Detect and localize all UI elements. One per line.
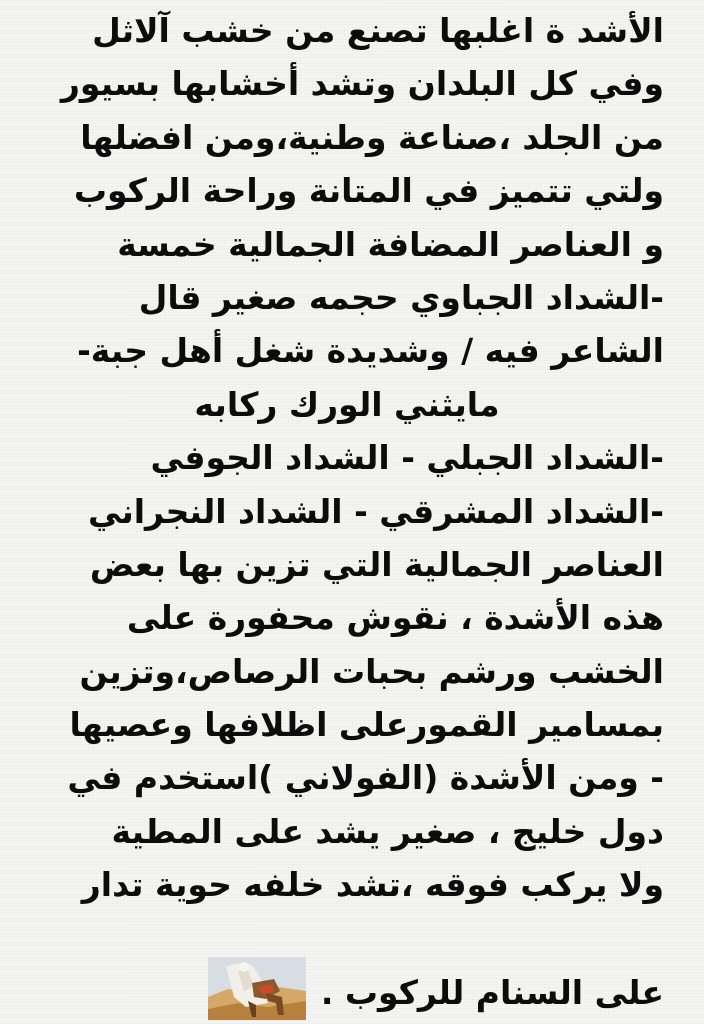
- text-line-1: الأشد ة اغلبها تصنع من خشب آلاثل: [92, 11, 664, 50]
- text-line-17: ولا يركب فوقه ،تشد خلفه حوية تدار: [81, 865, 664, 905]
- text-line-16: دول خليج ، صغير يشد على المطية: [111, 811, 664, 851]
- text-line-14: بمسامير القمورعلى اظلافها وعصيها: [69, 705, 664, 745]
- camel-photo-thumbnail: [208, 957, 306, 1020]
- text-line-3: من الجلد ،صناعة وطنية،ومن افضلها: [80, 117, 664, 157]
- text-line-5: و العناصر المضافة الجمالية خمسة: [117, 224, 664, 264]
- text-line-4: ولتي تتميز في المتانة وراحة الركوب: [73, 171, 664, 211]
- text-line-2: وفي كل البلدان وتشد أخشابها بسيور: [60, 64, 664, 104]
- document-text: [30, 4, 664, 912]
- text-line-13: الخشب ورشم بحبات الرصاص،وتزين: [79, 651, 664, 691]
- text-line-18: على السنام للركوب .: [320, 973, 664, 1012]
- camel-rider-image: [208, 957, 306, 1020]
- text-line-9: -الشداد الجبلي - الشداد الجوفي: [150, 438, 664, 478]
- text-line-12: هذه الأشدة ، نقوش محفورة على: [126, 598, 664, 638]
- text-line-7: الشاعر فيه / وشديدة شغل أهل جبة-: [77, 331, 664, 371]
- text-line-10: -الشداد المشرقي - الشداد النجراني: [87, 491, 664, 531]
- text-line-6: -الشداد الجباوي حجمه صغير قال: [138, 277, 664, 317]
- text-line-15: - ومن الأشدة (الفولاني )استخدم في: [67, 758, 664, 798]
- text-line-8: مايثني الورك ركابه: [194, 384, 500, 424]
- text-line-11: العناصر الجمالية التي تزين بها بعض: [89, 544, 664, 584]
